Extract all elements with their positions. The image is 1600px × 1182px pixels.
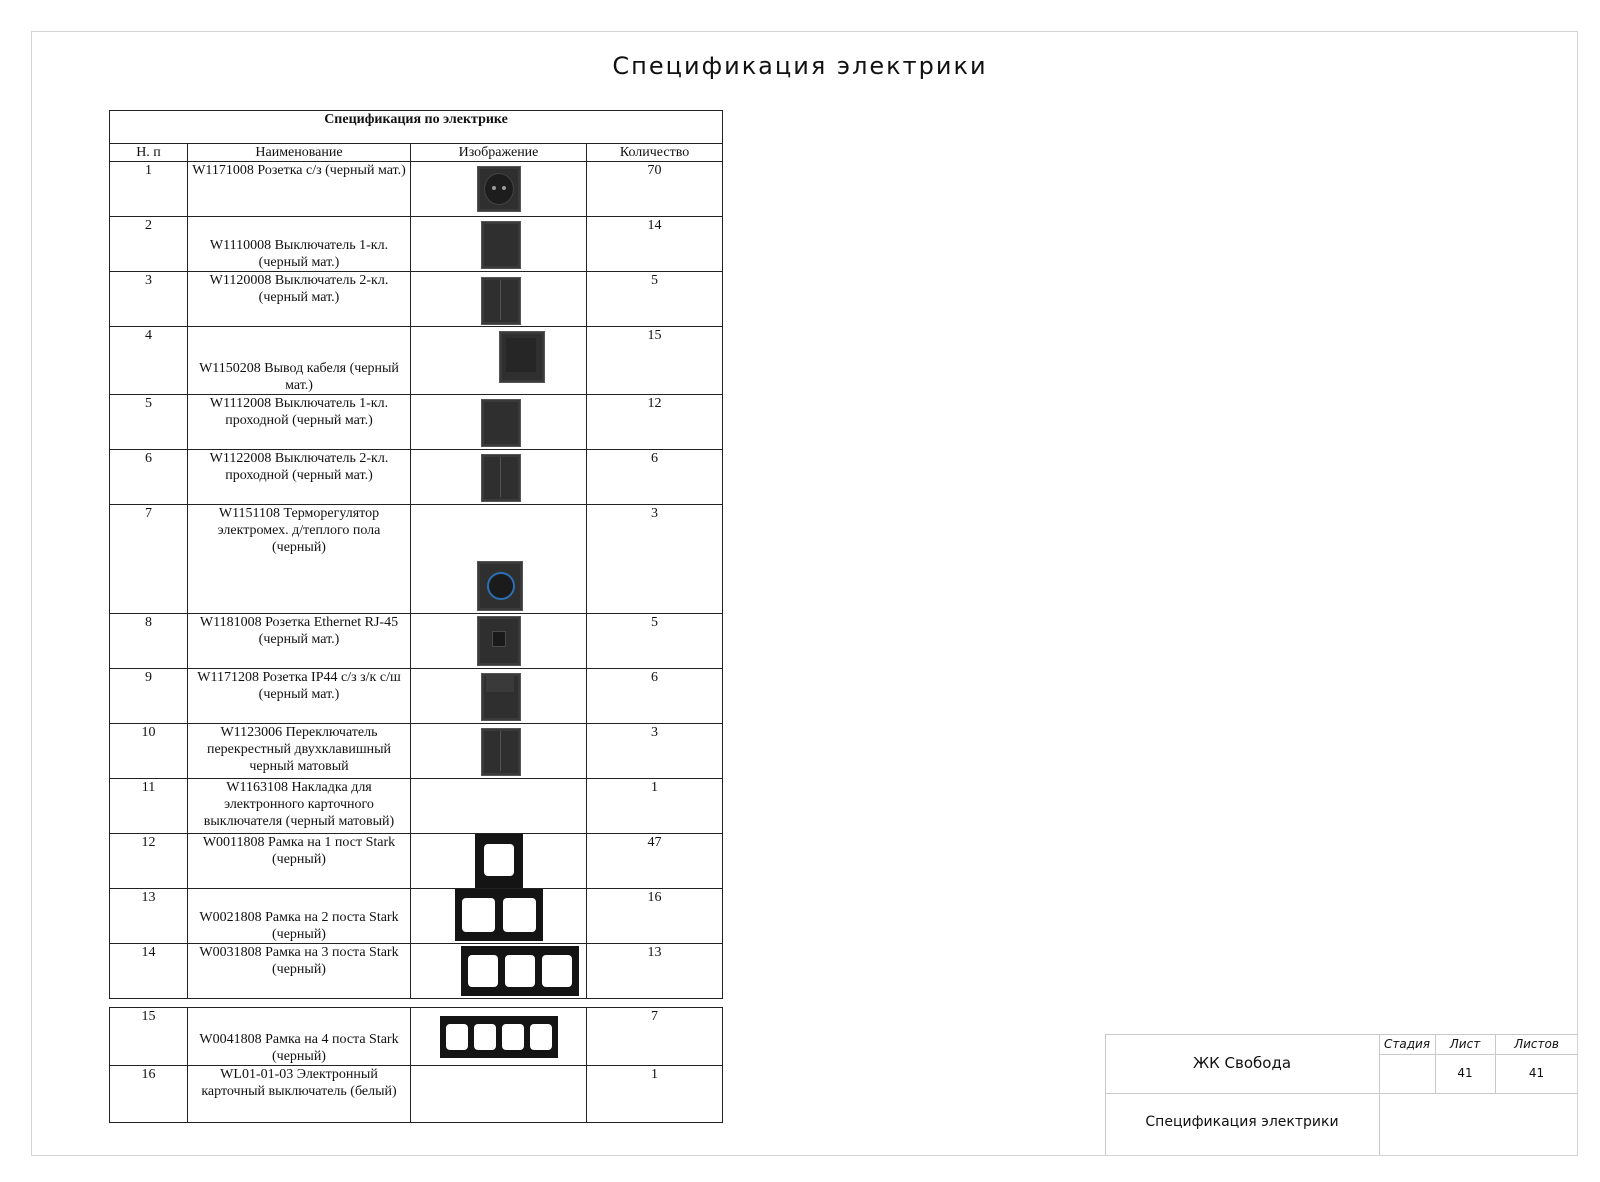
row-number: 16 [110,1066,188,1123]
thermostat-icon [477,561,523,611]
switch-2key-icon [481,454,521,502]
row-name: W0041808 Рамка на 4 поста Stark (черный) [188,1008,411,1066]
table-caption-row [110,111,723,144]
row-number: 7 [110,505,188,614]
row-name: WL01-01-03 Электронный карточный выключатель (белый) [188,1066,411,1123]
stamp-sheet-title: Спецификация электрики [1145,1114,1339,1130]
row-quantity: 5 [587,614,723,669]
row-name: W1181008 Розетка Ethernet RJ-45 (черный мат.) [188,614,411,669]
row-image [411,944,587,999]
row-image [411,395,587,450]
table-row [110,162,723,217]
row-image [411,614,587,669]
row-image [411,272,587,327]
table-header-row [110,144,723,162]
row-name: W1171008 Розетка с/з (черный мат.) [188,162,411,217]
row-number: 4 [110,327,188,395]
row-name: W1120008 Выключатель 2-кл. (черный мат.) [188,272,411,327]
stamp-project-name: ЖК Свобода [1192,1054,1292,1072]
table-row [110,614,723,669]
table-row [110,944,723,999]
switch-1key-icon [481,399,521,447]
row-number: 12 [110,834,188,889]
title-block [1105,1034,1578,1155]
row-name: W1110008 Выключатель 1-кл. (черный мат.) [188,217,411,272]
row-image [411,1008,587,1066]
row-name: W1112008 Выключатель 1-кл. проходной (черный мат.) [188,395,411,450]
row-image [411,505,587,614]
table-row [110,450,723,505]
ethernet-socket-icon [477,616,521,666]
row-quantity: 70 [587,162,723,217]
row-name: W1122008 Выключатель 2-кл. проходной (черный мат.) [188,450,411,505]
stamp-sheets-label: Листов [1514,1037,1559,1051]
stamp-sheets-value: 41 [1528,1066,1545,1080]
row-quantity: 5 [587,272,723,327]
switch-1key-icon [481,221,521,269]
row-quantity: 14 [587,217,723,272]
row-image [411,450,587,505]
table-row [110,1066,723,1123]
row-number: 5 [110,395,188,450]
row-quantity: 3 [587,505,723,614]
row-quantity: 6 [587,669,723,724]
row-number: 6 [110,450,188,505]
table-row [110,724,723,779]
row-name: W0011808 Рамка на 1 пост Stark (черный) [188,834,411,889]
frame-1-icon [475,834,523,888]
row-quantity: 12 [587,395,723,450]
ip44-socket-icon [481,673,521,721]
row-number: 9 [110,669,188,724]
frame-3-icon [461,946,579,996]
page-title: Спецификация электрики [612,52,988,80]
row-name: W1151108 Терморегулятор электромех. д/теплого пола (черный) [188,505,411,614]
table-row [110,395,723,450]
spec-table [109,110,723,999]
row-image [411,162,587,217]
table-row [110,272,723,327]
row-number: 8 [110,614,188,669]
cable-outlet-icon [499,331,545,383]
row-number: 1 [110,162,188,217]
row-quantity: 6 [587,450,723,505]
header-number: Н. п [110,144,188,162]
switch-2key-icon [481,728,521,776]
row-quantity: 1 [587,779,723,834]
row-name: W1123006 Переключатель перекрестный двухклавишный черный матовый [188,724,411,779]
table-row [110,834,723,889]
row-name: W1171208 Розетка IP44 с/з з/к с/ш (черный мат.) [188,669,411,724]
row-name: W0021808 Рамка на 2 поста Stark (черный) [188,889,411,944]
table-row [110,505,723,614]
row-image [411,779,587,834]
header-name: Наименование [188,144,411,162]
table-row [110,1008,723,1066]
row-number: 11 [110,779,188,834]
row-quantity: 1 [587,1066,723,1123]
table-row [110,889,723,944]
row-name: W1163108 Накладка для электронного карточного выключателя (черный матовый) [188,779,411,834]
header-image: Изображение [411,144,587,162]
row-image [411,724,587,779]
row-image [411,217,587,272]
row-image [411,327,587,395]
row-name: W0031808 Рамка на 3 поста Stark (черный) [188,944,411,999]
row-image [411,1066,587,1123]
row-image [411,669,587,724]
table-row [110,669,723,724]
table-row [110,217,723,272]
row-number: 15 [110,1008,188,1066]
row-number: 10 [110,724,188,779]
header-quantity: Количество [587,144,723,162]
table-caption: Спецификация по электрике [110,111,723,144]
stamp-sheet-label: Лист [1449,1037,1481,1051]
spec-table-continuation [109,1007,723,1123]
frame-2-icon [455,889,543,941]
table-row [110,779,723,834]
row-quantity: 3 [587,724,723,779]
stamp-sheet-value: 41 [1457,1066,1473,1080]
row-quantity: 47 [587,834,723,889]
stamp-stage-label: Стадия [1383,1037,1431,1051]
row-image [411,834,587,889]
row-quantity: 16 [587,889,723,944]
row-number: 2 [110,217,188,272]
table-row [110,327,723,395]
row-quantity: 7 [587,1008,723,1066]
frame-4-icon [440,1016,558,1058]
row-quantity: 13 [587,944,723,999]
switch-2key-icon [481,277,521,325]
row-quantity: 15 [587,327,723,395]
socket-icon [477,166,521,212]
row-number: 14 [110,944,188,999]
row-number: 3 [110,272,188,327]
row-number: 13 [110,889,188,944]
row-image [411,889,587,944]
row-name: W1150208 Вывод кабеля (черный мат.) [188,327,411,395]
